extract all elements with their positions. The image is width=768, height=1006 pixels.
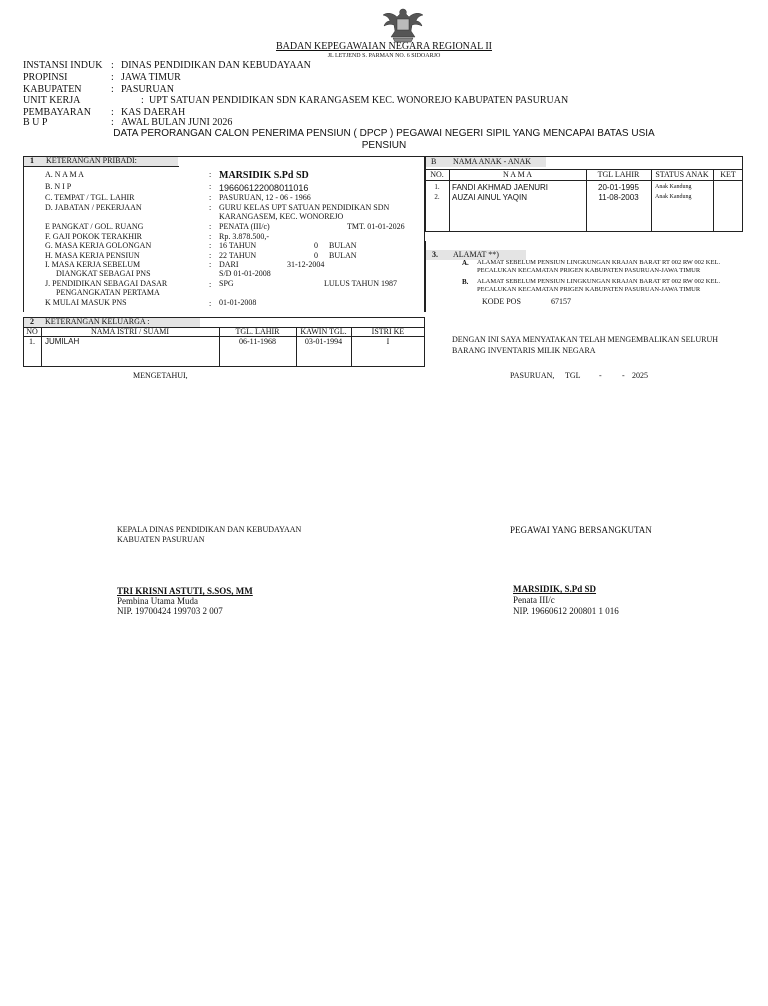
agency-title: BADAN KEPEGAWAIAN NEGARA REGIONAL II — [275, 41, 493, 52]
section-number: B — [431, 157, 437, 166]
field-sep: : — [209, 251, 212, 260]
garuda-emblem-icon — [381, 5, 425, 43]
child-name: AUZAI AINUL YAQIN — [452, 193, 527, 202]
field-label: E PANGKAT / GOL. RUANG — [45, 222, 144, 231]
column-header: N A M A — [502, 170, 533, 179]
field-label-cont: DIANGKAT SEBAGAI PNS — [56, 269, 151, 278]
signer-rank: Pembina Utama Muda — [117, 596, 198, 606]
field-label-cont: PENGANGKATAN PERTAMA — [56, 288, 160, 297]
employee-signer-nip: NIP. 19660612 200801 1 016 — [513, 606, 619, 616]
address-line-cont: PECALUKAN KECAMATAN PRIGEN KABUPATEN PASURUAN-JAWA TIMUR — [477, 267, 701, 274]
months-value: 0 — [314, 251, 318, 260]
wife-order: I — [386, 337, 390, 346]
signer-title: KEPALA DINAS PENDIDIKAN DAN KEBUDAYAAN — [117, 525, 302, 534]
employee-nip: 196606122008011016 — [219, 183, 309, 193]
info-label: PEMBAYARAN — [23, 107, 91, 118]
info-label: KABUPATEN — [23, 84, 82, 95]
info-value: UPT SATUAN PENDIDIKAN SDN KARANGASEM KEC. WONOREJO KABUPATEN PASURUAN — [149, 95, 569, 106]
agency-address: JL LETJEND S. PARMAN NO. 6 SIDOARJO — [327, 53, 441, 59]
section-title: KETERANGAN KELUARGA : — [45, 317, 150, 326]
row-no: 1. — [29, 337, 35, 346]
signer-title-cont: KABUATEN PASURUAN — [117, 535, 205, 544]
info-sep: : — [111, 117, 114, 128]
education-value: SPG — [219, 279, 234, 288]
column-header: STATUS ANAK — [655, 170, 709, 179]
info-label: UNIT KERJA — [23, 95, 81, 106]
address-line: ALAMAT SEBELUM PENSIUN LINGKUNGAN KRAJAN BARAT RT 002 RW 002 KEL. — [477, 259, 721, 266]
section-number: 3. — [432, 250, 438, 259]
field-label: A. N A M A — [45, 170, 84, 179]
field-label: F. GAJI POKOK TERAKHIR — [45, 232, 142, 241]
field-label: C. TEMPAT / TGL. LAHIR — [45, 193, 135, 202]
child-dob: 20-01-1995 — [598, 183, 639, 192]
field-label: J. PENDIDIKAN SEBAGAI DASAR — [45, 279, 168, 288]
signer-name: TRI KRISNI ASTUTI, S.SOS, MM — [117, 586, 253, 596]
field-sep: : — [209, 299, 212, 308]
info-label: PROPINSI — [23, 72, 68, 83]
column-header: TGL LAHIR — [597, 170, 640, 179]
info-sep: : — [111, 84, 114, 95]
years-value: 16 TAHUN — [219, 241, 257, 250]
graduation-year: LULUS TAHUN 1987 — [324, 279, 397, 288]
field-sep: : — [209, 232, 212, 241]
info-value: JAWA TIMUR — [121, 72, 181, 83]
salary-value: Rp. 3.878.500,- — [219, 232, 269, 241]
info-sep: : — [111, 107, 114, 118]
field-sep: : — [209, 280, 212, 289]
address-line-cont: PECALUKAN KECAMATAN PRIGEN KABUPATEN PASURUAN-JAWA TIMUR — [477, 286, 701, 293]
field-sep: : — [209, 182, 212, 191]
child-status: Anak Kandung — [655, 184, 692, 190]
row-no: 2. — [434, 193, 440, 201]
field-sep: : — [209, 170, 212, 179]
info-value: AWAL BULAN JUNI 2026 — [121, 117, 233, 128]
rank-value: PENATA (III/c) — [219, 222, 270, 231]
field-sep: : — [209, 203, 212, 212]
employee-signer-title: PEGAWAI YANG BERSANGKUTAN — [510, 525, 652, 535]
field-label: D. JABATAN / PEKERJAAN — [45, 203, 142, 212]
info-sep: : — [141, 95, 144, 106]
place: PASURUAN, — [510, 371, 555, 380]
child-name: FANDI AKHMAD JAENURI — [452, 183, 549, 192]
info-value: KAS DAERAH — [121, 107, 186, 118]
child-dob: 11-08-2003 — [598, 193, 639, 202]
postal-code-label: KODE POS — [482, 297, 521, 306]
info-sep: : — [111, 72, 114, 83]
field-label: B. N I P — [45, 182, 72, 191]
column-header: NO — [26, 327, 38, 336]
column-header: NO. — [430, 170, 444, 179]
field-label: G. MASA KERJA GOLONGAN — [45, 241, 152, 250]
address-line: ALAMAT SEBELUM PENSIUN LINGKUNGAN KRAJAN BARAT RT 002 RW 002 KEL. — [477, 278, 721, 285]
job-title: GURU KELAS UPT SATUAN PENDIDIKAN SDN — [219, 203, 390, 212]
until-date: S/D 01-01-2008 — [219, 269, 271, 278]
column-header: KAWIN TGL. — [300, 327, 347, 336]
tmt-value: TMT. 01-01-2026 — [347, 222, 405, 231]
postal-code: 67157 — [551, 297, 571, 306]
document-title-cont: PENSIUN — [361, 140, 407, 151]
employee-signer-name: MARSIDIK, S.Pd SD — [513, 584, 597, 594]
field-label: H. MASA KERJA PENSIUN — [45, 251, 140, 260]
declaration-text-cont: BARANG INVENTARIS MILIK NEGARA — [452, 346, 596, 355]
column-header: NAMA ISTRI / SUAMI — [90, 327, 169, 336]
info-label: B U P — [23, 117, 48, 128]
info-value: PASURUAN — [121, 84, 174, 95]
address-item-label: B. — [462, 278, 469, 286]
field-sep: : — [209, 260, 212, 269]
date-separator: - — [599, 371, 602, 380]
section-title: KETERANGAN PRIBADI: — [46, 156, 137, 165]
spouse-name: JUMILAH — [45, 337, 80, 346]
divider — [425, 180, 743, 181]
months-label: BULAN — [329, 251, 357, 260]
document-title: DATA PERORANGAN CALON PENERIMA PENSIUN ( DPCP ) PEGAWAI NEGERI SIPIL YANG MENCAPAI BATAS USIA — [113, 128, 655, 139]
date-year: 2025 — [632, 371, 648, 380]
info-value: DINAS PENDIDIKAN DAN KEBUDAYAAN — [121, 60, 311, 71]
from-date: 31-12-2004 — [287, 260, 325, 269]
section-title: NAMA ANAK - ANAK — [453, 157, 532, 166]
child-status: Anak Kandung — [655, 194, 692, 200]
from-label: DARI — [219, 260, 239, 269]
declaration-text: DENGAN INI SAYA MENYATAKAN TELAH MENGEMBALIKAN SELURUH — [452, 335, 719, 344]
row-no: 1. — [434, 183, 440, 191]
marriage-date: 03-01-1994 — [304, 337, 343, 346]
column-header: ISTRI KE — [371, 327, 405, 336]
birth-place-date: PASURUAN, 12 - 06 - 1966 — [219, 193, 311, 202]
field-sep: : — [209, 222, 212, 231]
info-sep: : — [111, 60, 114, 71]
field-label: I. MASA KERJA SEBELUM — [45, 260, 141, 269]
years-value: 22 TAHUN — [219, 251, 257, 260]
field-sep: : — [209, 193, 212, 202]
signer-nip: NIP. 19700424 199703 2 007 — [117, 606, 223, 616]
section-number: 1 — [30, 156, 34, 165]
spouse-dob: 06-11-1968 — [238, 337, 277, 346]
job-title-cont: KARANGASEM, KEC. WONOREJO — [219, 212, 344, 221]
info-label: INSTANSI INDUK — [23, 60, 103, 71]
column-header: KET — [720, 170, 736, 179]
address-item-label: A. — [462, 259, 469, 267]
date-label: TGL — [565, 371, 581, 380]
months-value: 0 — [314, 241, 318, 250]
section-title: ALAMAT **) — [453, 250, 499, 259]
divider — [23, 166, 179, 167]
pns-start-date: 01-01-2008 — [219, 298, 257, 307]
column-header: TGL. LAHIR — [235, 327, 280, 336]
employee-signer-rank: Penata III/c — [513, 595, 555, 605]
acknowledged-label: MENGETAHUI, — [133, 371, 188, 380]
field-label: K MULAI MASUK PNS — [45, 298, 127, 307]
months-label: BULAN — [329, 241, 357, 250]
employee-name: MARSIDIK S.Pd SD — [219, 170, 309, 181]
date-separator: - — [622, 371, 625, 380]
section-number: 2 — [30, 317, 34, 326]
field-sep: : — [209, 241, 212, 250]
